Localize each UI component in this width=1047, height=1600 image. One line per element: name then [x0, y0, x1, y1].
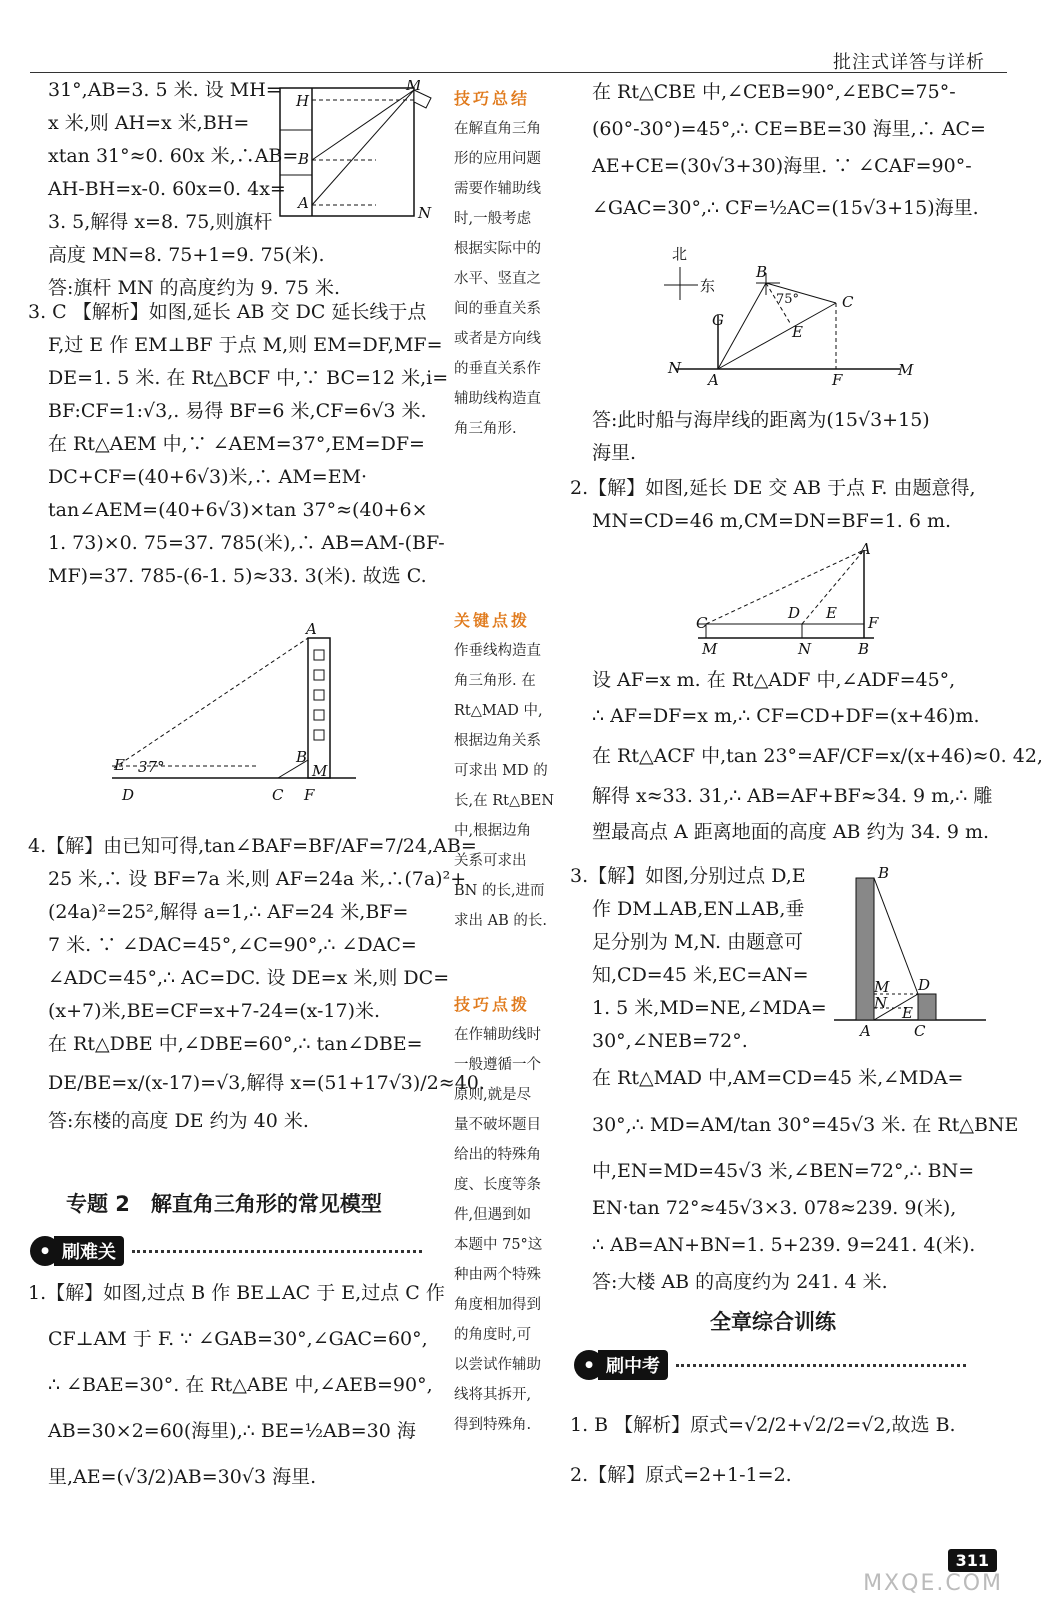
tip-line: 线将其拆开,	[454, 1387, 532, 1403]
text-line: ∠ADC=45°,∴ AC=DC. 设 DE=x 米,则 DC=	[48, 967, 450, 989]
tip-line: 以尝试作辅助	[454, 1357, 541, 1373]
tip-line: 需要作辅助线	[454, 181, 541, 197]
right-column-text-2	[592, 404, 930, 470]
svg-text:E: E	[826, 604, 837, 622]
tip-title: 技巧点拨	[454, 995, 531, 1014]
text-line: CF⊥AM 于 F. ∵ ∠GAB=30°,∠GAC=60°,	[48, 1328, 428, 1350]
text-line: (x+7)米,BE=CF=x+7-24=(x-17)米.	[48, 1000, 381, 1022]
text-line: AE+CE=(30√3+30)海里. ∵ ∠CAF=90°-	[592, 155, 972, 177]
header-divider	[30, 72, 1007, 73]
text-line: 30°,∠NEB=72°.	[592, 1030, 748, 1052]
tip-title: 技巧总结	[454, 89, 531, 108]
tip-line: 本题中 75°这	[454, 1237, 543, 1253]
right-column-text	[592, 74, 986, 231]
text-line: 7 米. ∵ ∠DAC=45°,∠C=90°,∴ ∠DAC=	[48, 934, 417, 956]
text-line: 在 Rt△MAD 中,AM=CD=45 米,∠MDA=	[592, 1067, 964, 1089]
tip-line: 关系可求出	[454, 853, 527, 869]
svg-text:B: B	[298, 150, 310, 168]
tip-line: 可求出 MD 的	[454, 763, 548, 779]
text-line: 答:大楼 AB 的高度约为 241. 4 米.	[592, 1271, 888, 1293]
right-column-text-6	[570, 1400, 956, 1500]
text-line: 3. C 【解析】如图,延长 AB 交 DC 延长线于点	[28, 301, 427, 323]
svg-text:H: H	[296, 92, 310, 110]
text-line: 25 米,∴ 设 BF=7a 米,则 AF=24a 米,∴(7a)²+	[48, 868, 467, 890]
svg-text:B: B	[858, 640, 870, 658]
svg-text:C: C	[272, 786, 284, 804]
svg-text:M: M	[702, 640, 718, 658]
ship-diagram	[660, 245, 920, 395]
text-line: 答:此时船与海岸线的距离为(15√3+15)	[592, 409, 930, 431]
svg-text:B: B	[296, 748, 308, 766]
text-line: 高度 MN=8. 75+1=9. 75(米).	[48, 244, 325, 266]
building-diagram	[108, 620, 358, 805]
tip-line: 辅助线构造直	[454, 391, 541, 407]
tower-diagram	[830, 862, 990, 1042]
svg-text:A: A	[860, 1022, 871, 1040]
svg-text:N: N	[798, 640, 812, 658]
badge-hard	[30, 1236, 422, 1266]
tip-line: 度、长度等条	[454, 1177, 541, 1193]
svg-text:N: N	[874, 994, 888, 1012]
brush-icon: ●	[30, 1236, 60, 1266]
text-line: 在 Rt△ACF 中,tan 23°=AF/CF=x/(x+46)≈0. 42,	[592, 745, 1043, 767]
tip-line: 在解直角三角	[454, 121, 541, 137]
watermark: MXQE.COM	[863, 1571, 1003, 1596]
tip-line: 形的应用问题	[454, 151, 541, 167]
tip-line: 根据边角关系	[454, 733, 541, 749]
svg-text:G: G	[712, 311, 724, 329]
tip-line: 量不破坏题目	[454, 1117, 541, 1133]
text-line: DC+CF=(40+6√3)米,∴ AM=EM·	[48, 466, 368, 488]
tip-line: 水平、竖直之	[454, 271, 541, 287]
page-header: 批注式详答与详析	[833, 52, 985, 73]
text-line: 2.【解】如图,延长 DE 交 AB 于点 F. 由题意得,	[570, 477, 976, 499]
text-line: F,过 E 作 EM⊥BF 于点 M,则 EM=DF,MF=	[48, 334, 443, 356]
tip-line: 角度相加得到	[454, 1297, 541, 1313]
svg-text:N: N	[418, 204, 432, 220]
problem-4-text	[28, 830, 485, 1138]
tip-title: 关键点拨	[454, 611, 531, 630]
problem-3-text	[28, 296, 448, 593]
tip-line: 给出的特殊角	[454, 1147, 541, 1163]
brush-icon: ●	[574, 1350, 604, 1380]
text-line: 1. 5 米,MD=NE,∠MDA=	[592, 997, 827, 1019]
svg-text:A: A	[708, 371, 719, 389]
svg-text:N: N	[668, 359, 682, 377]
text-line: 塑最高点 A 距离地面的高度 AB 约为 34. 9 m.	[592, 821, 990, 843]
tip-line: Rt△MAD 中,	[454, 703, 543, 719]
svg-text:A: A	[306, 620, 317, 638]
svg-text:D: D	[122, 786, 135, 804]
problem-2-text	[570, 472, 976, 538]
text-line: 2.【解】原式=2+1-1=2.	[570, 1464, 792, 1486]
tip-line: 种由两个特殊	[454, 1267, 541, 1283]
compass-east: 东	[700, 277, 716, 295]
text-line: MN=CD=46 m,CM=DN=BF=1. 6 m.	[592, 510, 952, 532]
svg-text:A: A	[860, 540, 871, 558]
text-line: 里,AE=(√3/2)AB=30√3 海里.	[48, 1466, 317, 1488]
text-line: 1.【解】如图,过点 B 作 BE⊥AC 于 E,过点 C 作	[28, 1282, 445, 1304]
topic-title: 专题 2 解直角三角形的常见模型	[66, 1192, 382, 1216]
text-line: 31°,AB=3. 5 米. 设 MH=	[48, 79, 282, 101]
badge-hard-label: 刷难关	[54, 1236, 124, 1266]
text-line: 3.【解】如图,分别过点 D,E	[570, 865, 806, 887]
svg-text:D: D	[788, 604, 801, 622]
text-line: xtan 31°≈0. 60x 米,∴AB=	[48, 145, 299, 167]
text-line: BF:CF=1:√3,. 易得 BF=6 米,CF=6√3 米.	[48, 400, 427, 422]
svg-text:B: B	[756, 263, 768, 281]
tip-line: 得到特殊角.	[454, 1417, 532, 1433]
tip-line: 间的垂直关系	[454, 301, 541, 317]
text-line: 知,CD=45 米,EC=AN=	[592, 964, 809, 986]
tip-line: 一般遵循一个	[454, 1057, 541, 1073]
svg-text:M: M	[898, 361, 914, 379]
svg-text:37°: 37°	[138, 758, 165, 776]
text-line: 1. 73)×0. 75=37. 785(米),∴ AB=AM-(BF-	[48, 532, 445, 554]
text-line: 作 DM⊥AB,EN⊥AB,垂	[592, 898, 805, 920]
tip-line: BN 的长,进而	[454, 883, 545, 899]
tip-line: 求出 AB 的长.	[454, 913, 547, 929]
svg-text:C: C	[696, 614, 708, 632]
text-line: 海里.	[592, 442, 637, 464]
badge-exam	[574, 1350, 966, 1380]
svg-text:C: C	[914, 1022, 926, 1040]
text-line: 中,EN=MD=45√3 米,∠BEN=72°,∴ BN=	[592, 1160, 975, 1182]
text-line: (24a)²=25²,解得 a=1,∴ AF=24 米,BF=	[48, 901, 409, 923]
flagpole-diagram	[276, 80, 436, 220]
text-line: ∴ ∠BAE=30°. 在 Rt△ABE 中,∠AEB=90°,	[48, 1374, 433, 1396]
svg-text:C: C	[842, 293, 854, 311]
tip-line: 件,但遇到如	[454, 1207, 532, 1223]
svg-text:F: F	[304, 786, 315, 804]
tip-box-3	[454, 990, 542, 1440]
page-number: 311	[948, 1549, 997, 1572]
tip-line: 的角度时,可	[454, 1327, 532, 1343]
text-line: DE/BE=x/(x-17)=√3,解得 x=(51+17√3)/2≈40.	[48, 1072, 485, 1094]
svg-text:E: E	[792, 323, 803, 341]
text-line: 在 Rt△DBE 中,∠DBE=60°,∴ tan∠DBE=	[48, 1033, 423, 1055]
text-line: AB=30×2=60(海里),∴ BE=½AB=30 海	[48, 1420, 416, 1442]
svg-text:E: E	[114, 756, 125, 774]
text-line: 1. B 【解析】原式=√2/2+√2/2=√2,故选 B.	[570, 1414, 956, 1436]
chapter-title: 全章综合训练	[710, 1310, 836, 1334]
text-line: (60°-30°)=45°,∴ CE=BE=30 海里,∴ AC=	[592, 118, 986, 140]
text-line: ∴ AF=DF=x m,∴ CF=CD+DF=(x+46)m.	[592, 705, 980, 727]
right-column-text-5	[592, 1060, 1018, 1301]
svg-text:75°: 75°	[776, 292, 800, 307]
text-line: 4.【解】由已知可得,tan∠BAF=BF/AF=7/24,AB=	[28, 835, 477, 857]
svg-text:M: M	[312, 762, 328, 780]
text-line: 解得 x≈33. 31,∴ AB=AF+BF≈34. 9 m,∴ 雕	[592, 785, 993, 807]
text-line: AH-BH=x-0. 60x=0. 4x=	[48, 178, 286, 200]
tip-box-2	[454, 606, 554, 936]
text-line: x 米,则 AH=x 米,BH=	[48, 112, 250, 134]
tip-line: 时,一般考虑	[454, 211, 532, 227]
badge-exam-label: 刷中考	[598, 1350, 668, 1380]
dotted-rule	[676, 1364, 966, 1367]
tip-line: 角三角形.	[454, 421, 517, 437]
text-line: 在 Rt△CBE 中,∠CEB=90°,∠EBC=75°-	[592, 81, 956, 103]
text-line: tan∠AEM=(40+6√3)×tan 37°≈(40+6×	[48, 499, 428, 521]
tip-box-1	[454, 84, 541, 444]
svg-text:D: D	[918, 976, 931, 994]
text-line: 足分别为 M,N. 由题意可	[592, 931, 804, 953]
svg-text:F: F	[832, 371, 843, 389]
tip-line: 长,在 Rt△BEN	[454, 793, 555, 809]
svg-text:A: A	[298, 194, 309, 212]
text-line: DE=1. 5 米. 在 Rt△BCF 中,∵ BC=12 米,i=	[48, 367, 449, 389]
tip-line: 中,根据边角	[454, 823, 532, 839]
tip-line: 作垂线构造直	[454, 643, 541, 659]
sculpture-diagram	[690, 540, 890, 660]
tip-line: 或者是方向线	[454, 331, 541, 347]
compass-north: 北	[672, 245, 688, 263]
text-line: 在 Rt△AEM 中,∵ ∠AEM=37°,EM=DF=	[48, 433, 425, 455]
text-line: ∠GAC=30°,∴ CF=½AC=(15√3+15)海里.	[592, 197, 979, 219]
problem-3b-text	[570, 860, 827, 1058]
svg-text:E: E	[902, 1004, 913, 1022]
tip-line: 的垂直关系作	[454, 361, 541, 377]
text-line: MF)=37. 785-(6-1. 5)≈33. 3(米). 故选 C.	[48, 565, 427, 587]
svg-text:B: B	[878, 864, 890, 882]
right-column-text-3	[592, 662, 1043, 850]
svg-text:M: M	[406, 80, 422, 94]
dotted-rule	[132, 1250, 422, 1253]
text-line: 3. 5,解得 x=8. 75,则旗杆	[48, 211, 273, 233]
tip-line: 角三角形. 在	[454, 673, 536, 689]
tip-line: 根据实际中的	[454, 241, 541, 257]
problem-1-text	[28, 1270, 445, 1500]
tip-line: 原则,就是尽	[454, 1087, 532, 1103]
text-line: 答:东楼的高度 DE 约为 40 米.	[48, 1110, 309, 1132]
svg-text:M: M	[874, 978, 890, 996]
tip-line: 在作辅助线时	[454, 1027, 541, 1043]
text-line: 设 AF=x m. 在 Rt△ADF 中,∠ADF=45°,	[592, 669, 956, 691]
text-line: EN·tan 72°≈45√3×3. 078≈239. 9(米),	[592, 1197, 957, 1219]
svg-text:F: F	[868, 614, 879, 632]
text-line: 答:旗杆 MN 的高度约为 9. 75 米.	[48, 277, 341, 299]
text-line: ∴ AB=AN+BN=1. 5+239. 9=241. 4(米).	[592, 1234, 976, 1256]
text-line: 30°,∴ MD=AM/tan 30°=45√3 米. 在 Rt△BNE	[592, 1114, 1019, 1136]
